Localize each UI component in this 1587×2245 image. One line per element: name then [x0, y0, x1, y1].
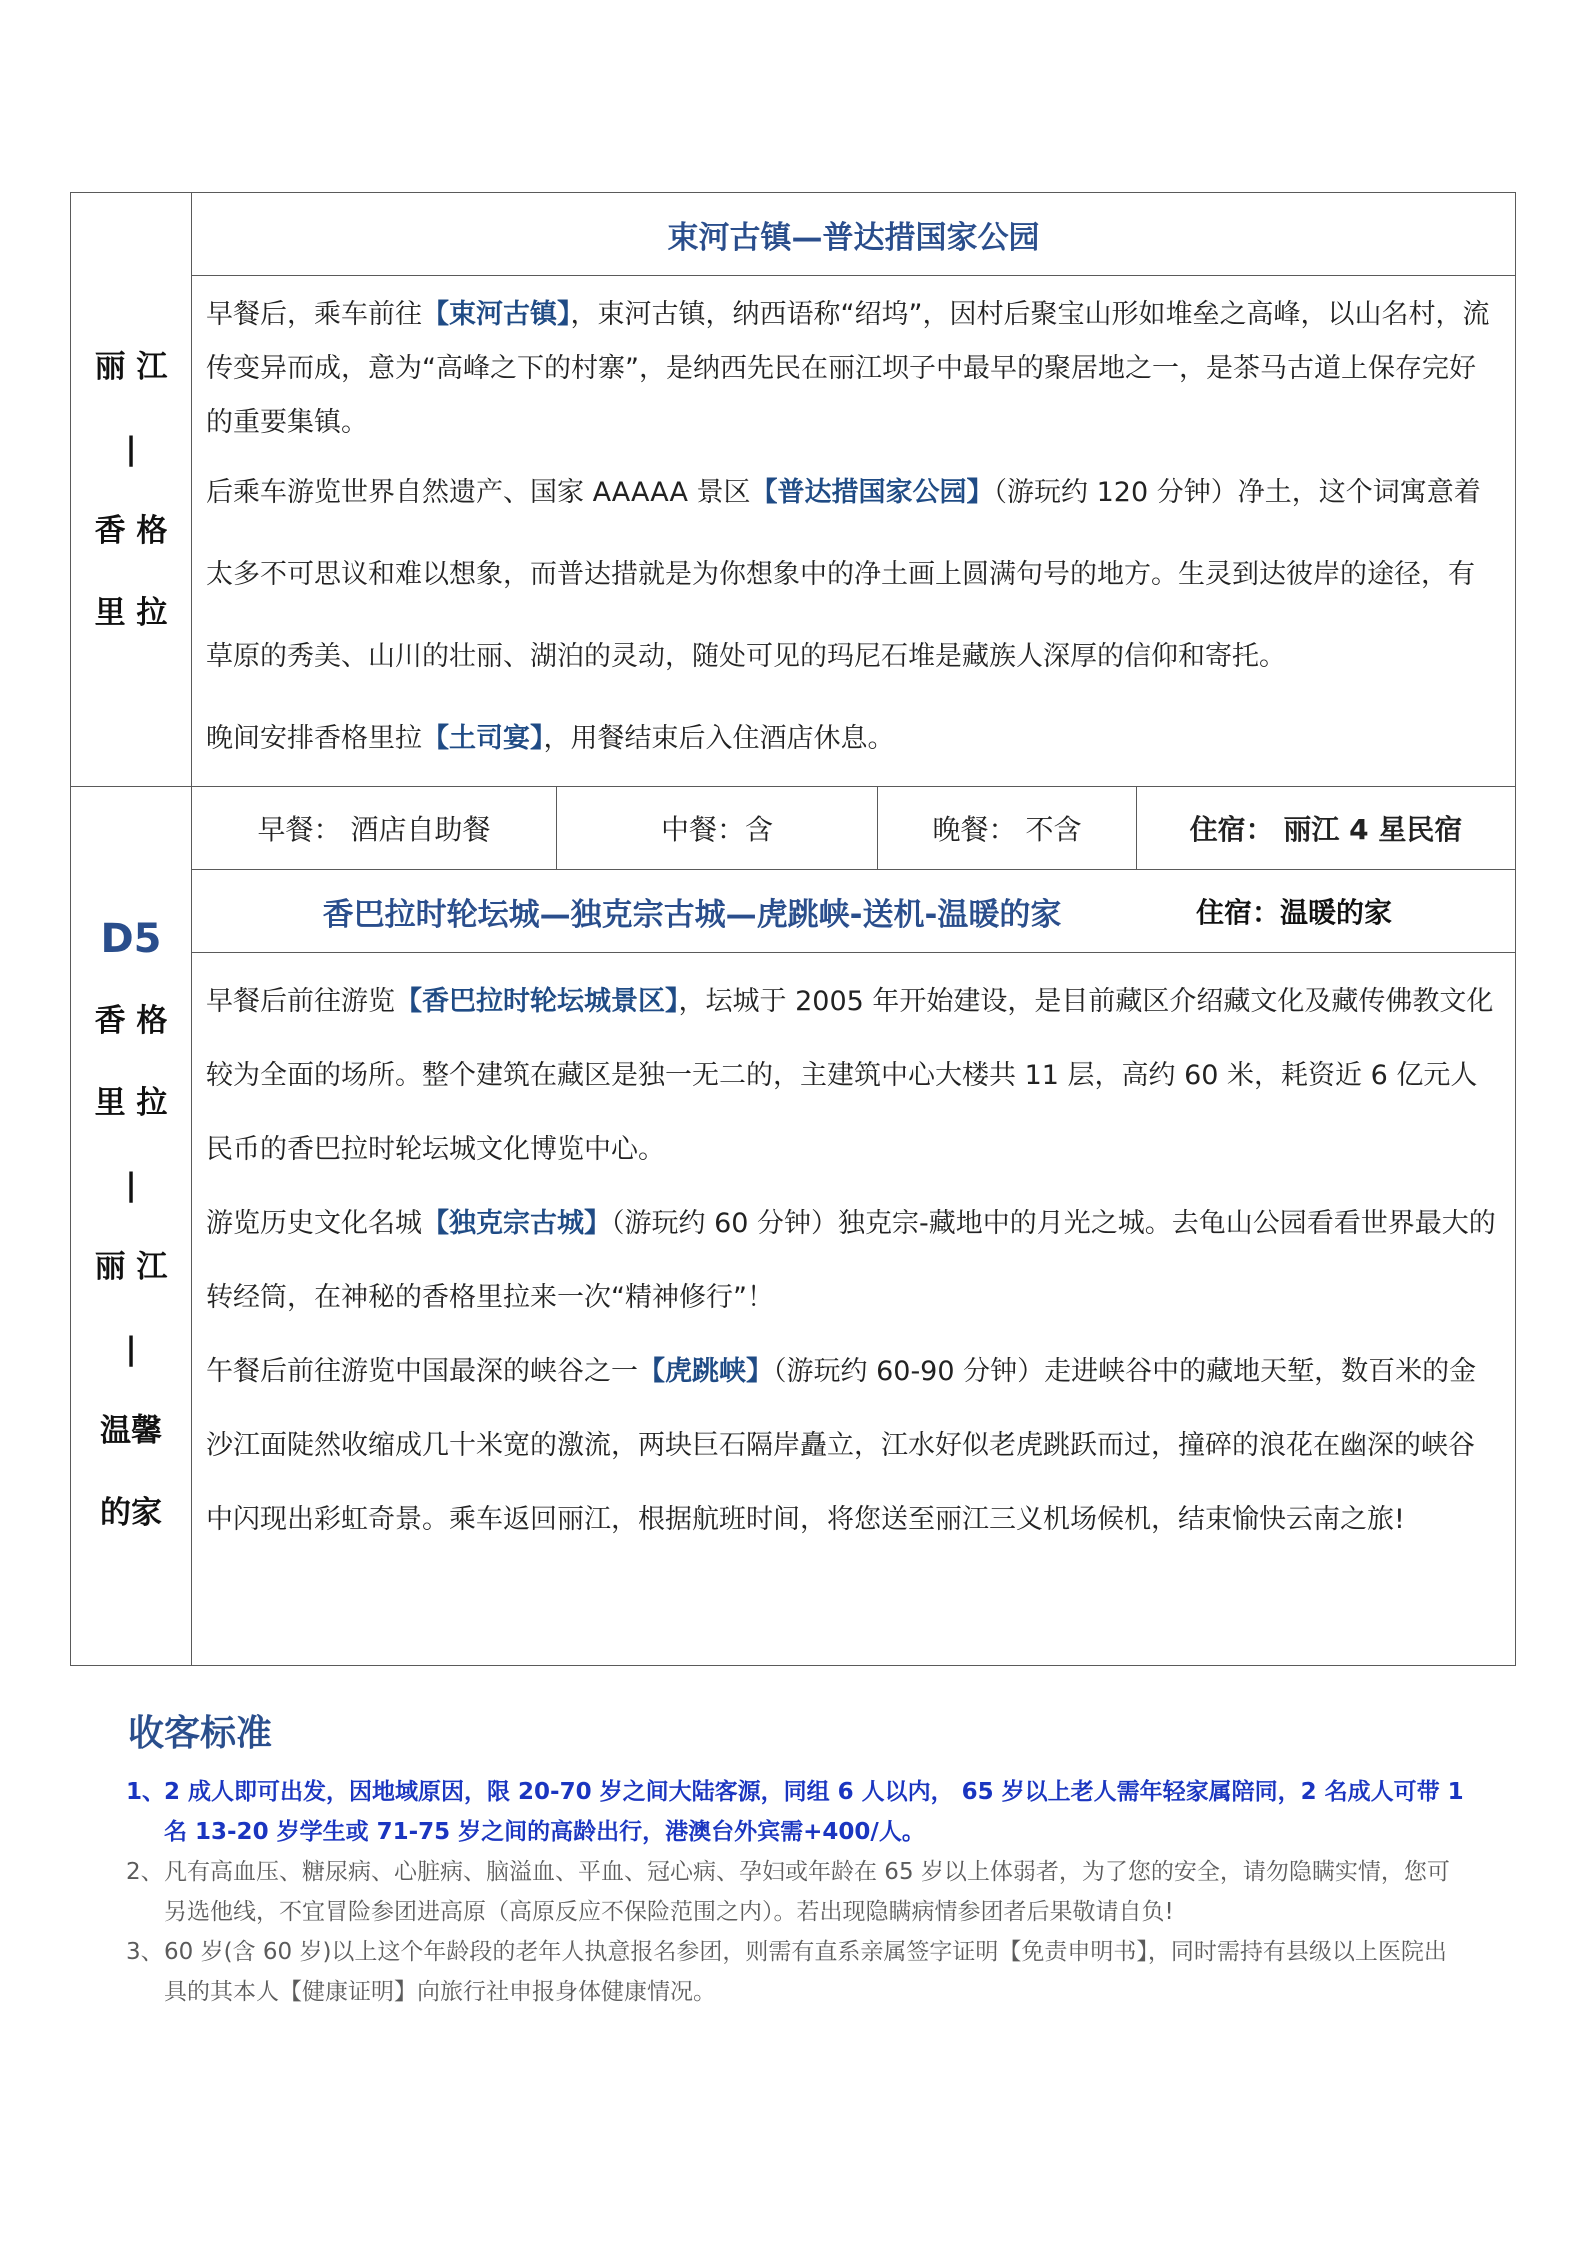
day5-label-line: 丽 江	[94, 1249, 168, 1285]
highlight-pudacuo: 【普达措国家公园】	[750, 477, 994, 508]
day4-label-line: 里 拉	[94, 594, 168, 631]
standards-item: 3、60 岁(含 60 岁)以上这个年龄段的老年人执意报名参团，则需有直系亲属签字证明【免责申明书】，同时需持有县级以上医院出具的其本人【健康证明】向旅行社申报身体健康情况。	[126, 1939, 1447, 2005]
day5-title-table	[192, 870, 1515, 952]
day5-day-number: D5	[100, 916, 162, 962]
day4-label-line: |	[125, 430, 137, 467]
day5-label-line: 香 格	[94, 1003, 168, 1039]
day4-meals-row	[192, 787, 1516, 870]
day4-paragraph-1: 早餐后，乘车前往【束河古镇】，束河古镇，纳西语称“绍坞”，因村后聚宝山形如堆垒之高峰，以山名村，流传变异而成，意为“高峰之下的村寨”，是纳西先民在丽江坝子中最早的聚居地之一，是茶马古道上保存完好的重要集镇。	[206, 299, 1490, 438]
day5-label-line: 里 拉	[94, 1085, 168, 1121]
highlight-dukezong: 【独克宗古城】	[422, 1208, 611, 1239]
day4-label-line: 丽 江	[94, 348, 168, 385]
day5-paragraph-3: 午餐后前往游览中国最深的峡谷之一【虎跳峡】（游玩约 60-90 分钟）走进峡谷中的藏地天堑，数百米的金沙江面陡然收缩成几十米宽的激流，两块巨石隔岸矗立，江水好似老虎跳跃而过，撞碎的浪花在幽深的峡谷中闪现出彩虹奇景。乘车返回丽江，根据航班时间，将您送至丽江三义机场候机，结束愉快云南之旅!	[206, 1356, 1477, 1535]
standards-heading: 收客标准	[128, 1713, 273, 1754]
day4-title: 束河古镇—普达措国家公园	[667, 219, 1040, 256]
day5-paragraph-2: 游览历史文化名城【独克宗古城】（游玩约 60 分钟）独克宗-藏地中的月光之城。去龟山公园看看世界最大的转经筒，在神秘的香格里拉来一次“精神修行”！	[206, 1208, 1496, 1313]
meal-dinner: 晚餐： 不含	[878, 787, 1137, 869]
day5-stay: 住宿：温暖的家	[1196, 896, 1393, 929]
day4-paragraph-3: 晚间安排香格里拉【土司宴】，用餐结束后入住酒店休息。	[206, 723, 895, 754]
meals-table	[192, 787, 1515, 869]
day5-label-cell	[71, 787, 192, 1666]
day5-title-cell	[192, 870, 1516, 953]
day4-body	[192, 276, 1516, 787]
highlight-tiger-leaping: 【虎跳峡】	[638, 1356, 773, 1387]
day5-paragraph-1: 早餐后前往游览【香巴拉时轮坛城景区】，坛城于 2005 年开始建设，是目前藏区介绍藏文化及藏传佛教文化较为全面的场所。整个建筑在藏区是独一无二的，主建筑中心大楼共 11 层，高约 60 米，耗资近 6 亿元人民币的香巴拉时轮坛城文化博览中心。	[206, 986, 1494, 1165]
meal-breakfast: 早餐： 酒店自助餐	[192, 787, 557, 869]
day4-label-line: 香 格	[94, 512, 168, 549]
itinerary-table	[70, 192, 1516, 1666]
standards-list	[126, 1772, 1476, 2012]
day4-label-cell	[71, 193, 192, 787]
highlight-shuhe: 【束河古镇】	[422, 299, 571, 330]
day5-label-line: 温馨	[100, 1413, 162, 1449]
day5-label-line: |	[125, 1331, 137, 1367]
meal-stay: 住宿： 丽江 4 星民宿	[1189, 813, 1463, 846]
day5-label-line: 的家	[100, 1495, 162, 1531]
day5-body	[192, 953, 1516, 1666]
highlight-tusi: 【土司宴】	[422, 723, 544, 754]
day5-title: 香巴拉时轮坛城—独克宗古城—虎跳峡-送机-温暖的家	[322, 896, 1062, 933]
day4-title-cell	[192, 193, 1516, 276]
meal-lunch: 中餐：含	[557, 787, 878, 869]
highlight-shambhala: 【香巴拉时轮坛城景区】	[395, 986, 679, 1017]
standards-item: 2、凡有高血压、糖尿病、心脏病、脑溢血、平血、冠心病、孕妇或年龄在 65 岁以上体弱者，为了您的安全，请勿隐瞒实情，您可另选他线，不宜冒险参团进高原（高原反应不保险范围之内）。若出现隐瞒病情参团者后果敬请自负!	[126, 1859, 1450, 1925]
day5-label-line: |	[125, 1167, 137, 1203]
standards-item: 1、2 成人即可出发，因地域原因，限 20-70 岁之间大陆客源，同组 6 人以内， 65 岁以上老人需年轻家属陪同，2 名成人可带 1 名 13-20 岁学生或 71-75 岁之间的高龄出行，港澳台外宾需+400/人。	[126, 1779, 1464, 1845]
day4-paragraph-2: 后乘车游览世界自然遗产、国家 AAAAA 景区【普达措国家公园】（游玩约 120 分钟）净土，这个词寓意着太多不可思议和难以想象，而普达措就是为你想象中的净土画上圆满句号的地方。生灵到达彼岸的途径，有草原的秀美、山川的壮丽、湖泊的灵动，随处可见的玛尼石堆是藏族人深厚的信仰和寄托。	[206, 477, 1481, 672]
day5-title-wrap	[192, 870, 1192, 952]
